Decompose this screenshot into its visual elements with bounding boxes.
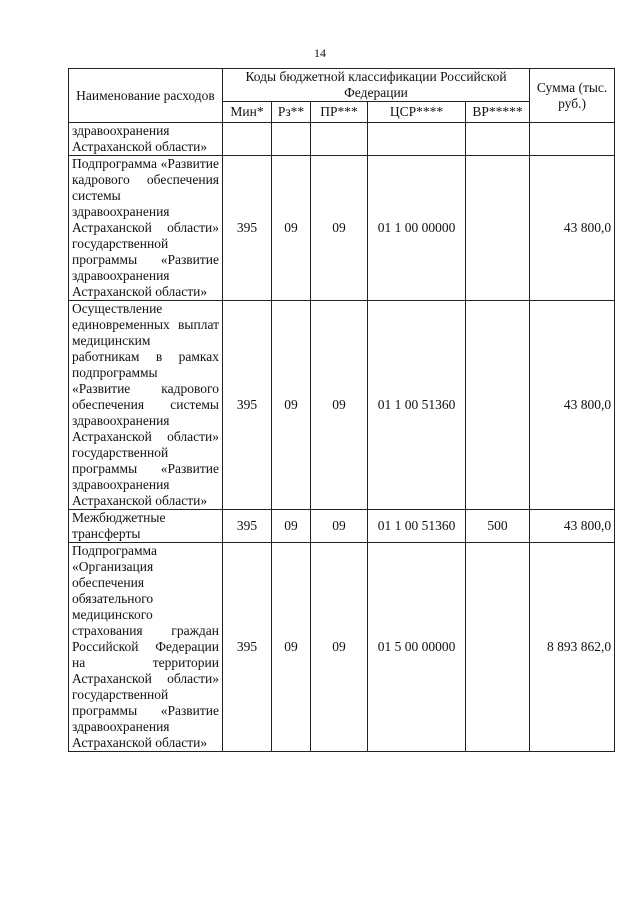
- row-pr: 09: [311, 301, 368, 510]
- row-sum: 43 800,0: [530, 510, 615, 543]
- row-vr: [466, 156, 530, 301]
- row-min: [223, 123, 272, 156]
- header-codes-group: Коды бюджетной классификации Российской Федерации: [223, 69, 530, 102]
- row-rz: 09: [272, 543, 311, 752]
- row-sum: [530, 123, 615, 156]
- table-row: [69, 510, 615, 543]
- page-number: 14: [314, 46, 326, 60]
- table-row: [69, 543, 615, 752]
- row-name: Подпрограмма «Развитие кадрового обеспечения системы здравоохранения Астраханской области» государственной программы «Развитие здравоохранения Астраханской области»: [69, 156, 223, 301]
- row-csr: 01 1 00 51360: [368, 301, 466, 510]
- row-vr: [466, 301, 530, 510]
- header-pr: ПР***: [311, 102, 368, 123]
- row-pr: [311, 123, 368, 156]
- row-rz: 09: [272, 156, 311, 301]
- row-vr: [466, 123, 530, 156]
- row-sum: 43 800,0: [530, 301, 615, 510]
- header-csr: ЦСР****: [368, 102, 466, 123]
- row-name: здравоохранения Астраханской области»: [69, 123, 223, 156]
- row-min: 395: [223, 156, 272, 301]
- header-name: Наименование расходов: [69, 69, 223, 123]
- row-pr: 09: [311, 156, 368, 301]
- row-pr: 09: [311, 543, 368, 752]
- row-sum: 8 893 862,0: [530, 543, 615, 752]
- row-sum: 43 800,0: [530, 156, 615, 301]
- row-pr: 09: [311, 510, 368, 543]
- table-row: [69, 301, 615, 510]
- table-body: [69, 123, 615, 752]
- row-csr: 01 1 00 00000: [368, 156, 466, 301]
- row-csr: [368, 123, 466, 156]
- header-row-group: [69, 69, 615, 102]
- row-name: Подпрограмма «Организация обеспечения обязательного медицинского страхования граждан Российской Федерации на территории Астраханской области» государственной программы «Развитие здравоохранения Астраханской области»: [69, 543, 223, 752]
- row-rz: 09: [272, 301, 311, 510]
- row-rz: 09: [272, 510, 311, 543]
- row-name: Осуществление единовременных выплат медицинским работникам в рамках подпрограммы «Развитие кадрового обеспечения системы здравоохранения Астраханской области» государственной программы «Развитие здравоохранения Астраханской области»: [69, 301, 223, 510]
- header-min: Мин*: [223, 102, 272, 123]
- budget-table: [68, 68, 615, 752]
- row-rz: [272, 123, 311, 156]
- row-min: 395: [223, 543, 272, 752]
- table-header: [69, 69, 615, 123]
- table-row: [69, 156, 615, 301]
- row-vr: 500: [466, 510, 530, 543]
- header-rz: Рз**: [272, 102, 311, 123]
- header-vr: ВР*****: [466, 102, 530, 123]
- row-csr: 01 1 00 51360: [368, 510, 466, 543]
- row-min: 395: [223, 510, 272, 543]
- header-sum: Сумма (тыс. руб.): [530, 69, 615, 123]
- row-csr: 01 5 00 00000: [368, 543, 466, 752]
- table-row: [69, 123, 615, 156]
- row-vr: [466, 543, 530, 752]
- row-min: 395: [223, 301, 272, 510]
- row-name: Межбюджетные трансферты: [69, 510, 223, 543]
